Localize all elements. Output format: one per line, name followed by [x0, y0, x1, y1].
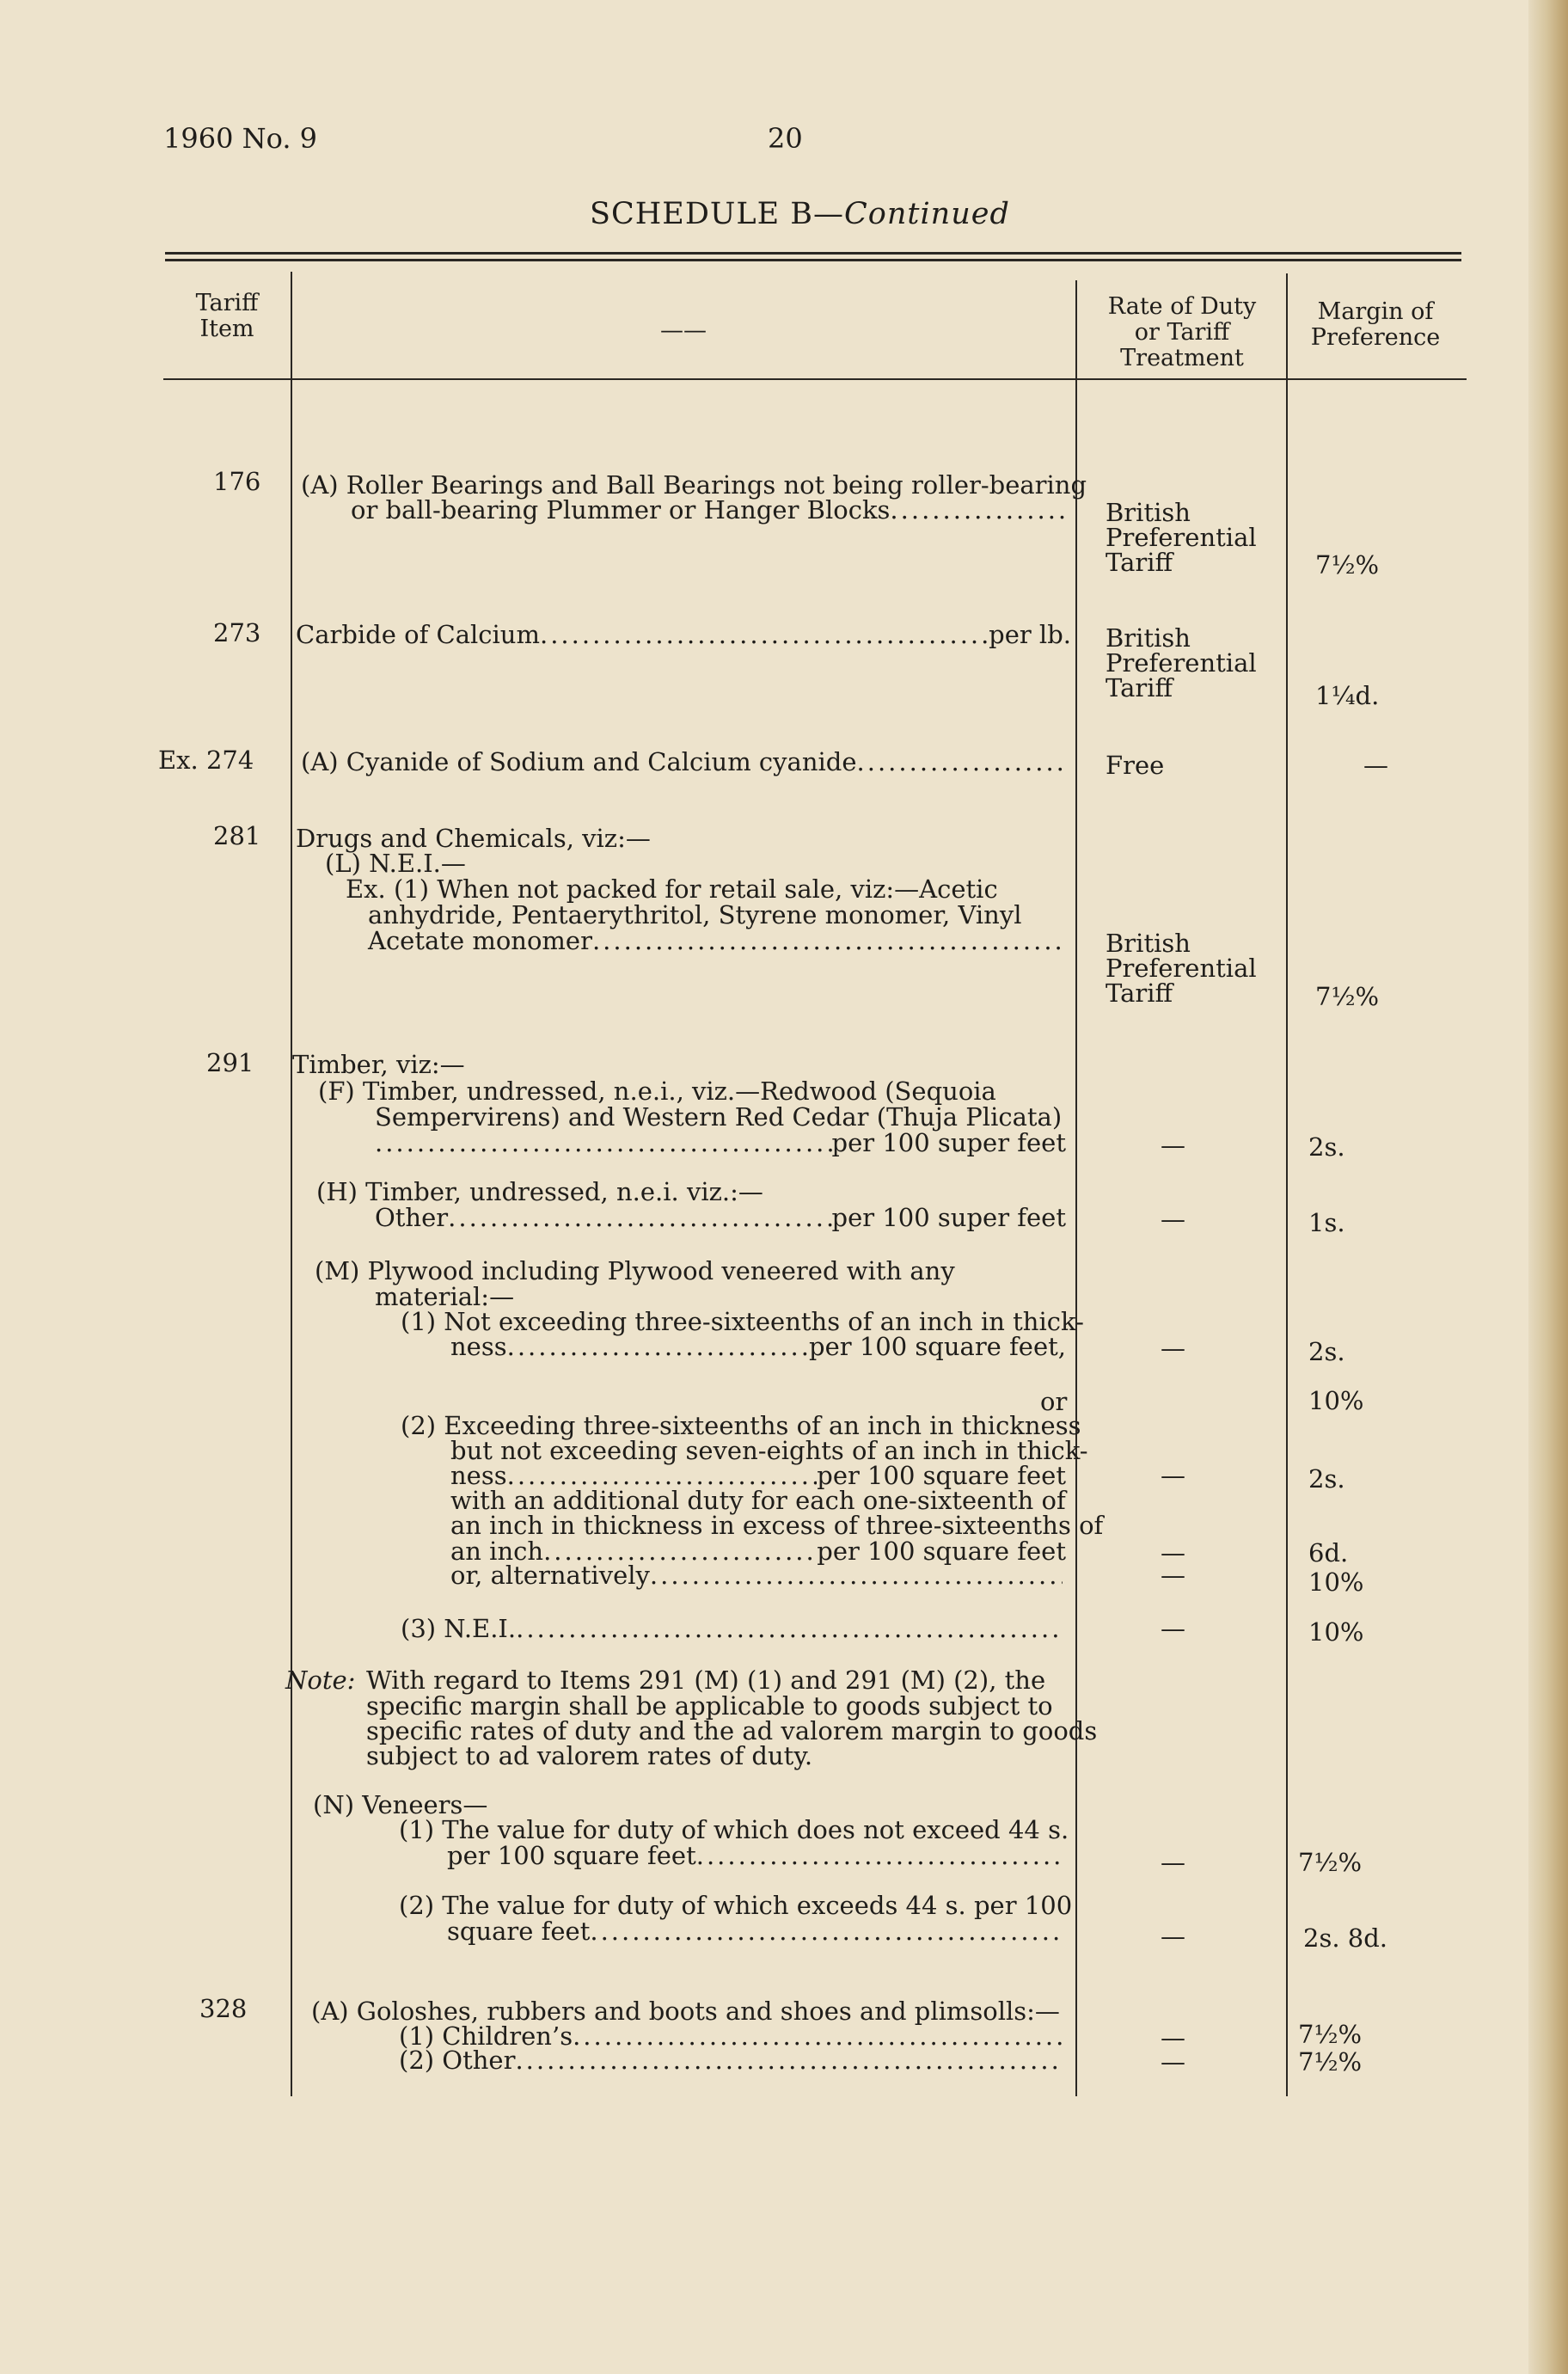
description-line: (A) Roller Bearings and Ball Bearings not being roller-bearing [301, 470, 1087, 500]
description-line: an inch in thickness in excess of three-sixteenths of [450, 1511, 1104, 1540]
rate-cell: British Preferential Tariff [1106, 929, 1257, 1008]
margin-cell: 2s. [1308, 1132, 1345, 1162]
description-line: material:— [375, 1282, 515, 1311]
col-header-margin: Margin of Preference [1310, 298, 1441, 351]
note-label: Note: [285, 1665, 356, 1695]
description-line: (2) Other ..... [399, 2048, 1063, 2073]
item-number: 273 [213, 618, 261, 647]
margin-cell: 2s. [1308, 1464, 1345, 1494]
description-line: Sempervirens) and Western Red Cedar (Thuja Plicata) [375, 1102, 1063, 1132]
margin-cell: 7½% [1315, 982, 1380, 1011]
description-line: (2) The value for duty of which exceeds 44 s. per 100 [399, 1891, 1073, 1920]
rate-cell: — [1161, 1205, 1185, 1234]
item-number: 328 [199, 1994, 248, 2023]
page-edge [1528, 0, 1568, 2374]
rate-cell: — [1161, 1538, 1185, 1567]
margin-cell: 1¼d. [1315, 681, 1380, 710]
margin-cell: 10% [1308, 1617, 1364, 1647]
description-line: Other ..... per 100 super feet [375, 1205, 1066, 1230]
description-line: per 100 square feet ..... [447, 1843, 1063, 1868]
rate-cell: — [1161, 2047, 1185, 2076]
description-line: (F) Timber, undressed, n.e.i., viz.—Redwood (Sequoia [318, 1077, 996, 1106]
item-number: 281 [213, 821, 261, 850]
item-number: Ex. 274 [158, 745, 254, 775]
rate-cell: — [1161, 2023, 1185, 2052]
margin-cell: 2s. [1308, 1337, 1345, 1366]
margin-cell: 10% [1308, 1567, 1364, 1597]
rate-cell: — [1161, 1614, 1185, 1643]
col-header-description: —— [660, 317, 707, 344]
page-title: SCHEDULE B—Continued [590, 197, 1010, 231]
top-rule-double [165, 259, 1461, 261]
page-number: 20 [768, 122, 803, 155]
description-line: (1) Children’s ..... [399, 2024, 1063, 2049]
description-line: ness ..... per 100 square feet [450, 1463, 1066, 1488]
divider-description [1075, 280, 1077, 2096]
rate-cell: British Preferential Tariff [1106, 623, 1257, 702]
description-line: (L) N.E.I.— [325, 849, 466, 878]
note-line: specific rates of duty and the ad valorem margin to goods [366, 1716, 1098, 1745]
description-line: (A) Goloshes, rubbers and boots and shoes and plimsolls:— [311, 1997, 1060, 2026]
rate-cell: Free [1106, 751, 1165, 780]
rate-cell: — [1161, 1848, 1185, 1877]
margin-cell: 10% [1308, 1386, 1364, 1415]
note-line: subject to ad valorem rates of duty. [366, 1741, 813, 1770]
margin-cell: 7½% [1315, 550, 1380, 580]
margin-cell: 7½% [1298, 2020, 1363, 2049]
description-line: Timber, viz:— [292, 1050, 465, 1079]
rate-cell: — [1161, 1461, 1185, 1490]
rate-cell: — [1161, 1922, 1185, 1951]
description-line: (1) The value for duty of which does not exceed 44 s. [399, 1815, 1069, 1844]
description-line: (M) Plywood including Plywood veneered with any [315, 1256, 955, 1285]
description-line: (N) Veneers— [313, 1790, 488, 1819]
margin-cell: 6d. [1308, 1538, 1349, 1567]
description-line: but not exceeding seven-eights of an inch in thick- [450, 1436, 1088, 1465]
description-line: with an additional duty for each one-sixteenth of [450, 1486, 1066, 1515]
description-line: Ex. (1) When not packed for retail sale, viz:—Acetic [346, 874, 998, 904]
description-line: Carbide of Calcium ..... per lb. [296, 623, 1071, 647]
rate-cell: British Preferential Tariff [1106, 498, 1257, 577]
note-line: specific margin shall be applicable to goods subject to [366, 1691, 1053, 1721]
description-line: ness ..... per 100 square feet, [450, 1334, 1066, 1359]
margin-cell: 7½% [1298, 1848, 1363, 1877]
rate-cell: — [1161, 1561, 1185, 1590]
description-line: ..... per 100 super feet [375, 1131, 1066, 1156]
divider-rate [1286, 273, 1288, 2096]
note-line: With regard to Items 291 (M) (1) and 291 (M) (2), the [366, 1665, 1046, 1695]
divider-item [291, 272, 292, 2096]
rate-cell: — [1161, 1334, 1185, 1363]
description-line: anhydride, Pentaerythritol, Styrene monomer, Vinyl [368, 900, 1022, 929]
description-line: Drugs and Chemicals, viz:— [296, 824, 651, 853]
year-number: 1960 No. 9 [163, 122, 318, 155]
description-line: (2) Exceeding three-sixteenths of an inch in thickness [401, 1411, 1081, 1440]
margin-cell: 2s. 8d. [1303, 1923, 1388, 1953]
margin-cell: 1s. [1308, 1208, 1345, 1237]
description-line: or ball-bearing Plummer or Hanger Blocks ..... [351, 498, 1066, 523]
description-line: or, alternatively ..... [450, 1563, 1063, 1588]
rate-cell: — [1161, 1131, 1185, 1160]
item-number: 291 [206, 1048, 254, 1077]
description-line: (1) Not exceeding three-sixteenths of an inch in thick- [401, 1307, 1084, 1336]
description-line: (3) N.E.I. ..... [401, 1616, 1063, 1641]
description-line: Acetate monomer ..... [368, 929, 1066, 954]
description-line: an inch ..... per 100 square feet [450, 1539, 1066, 1564]
header-rule [163, 378, 1467, 380]
item-number: 176 [213, 467, 261, 496]
description-line: (H) Timber, undressed, n.e.i. viz.:— [316, 1177, 763, 1206]
col-header-tariff-item: Tariff Item [195, 290, 259, 342]
top-rule [165, 252, 1461, 255]
margin-cell: — [1363, 751, 1388, 780]
description-line: (A) Cyanide of Sodium and Calcium cyanide ..... [301, 750, 1066, 775]
description-line: square feet ..... [447, 1919, 1063, 1944]
col-header-rate: Rate of Duty or Tariff Treatment [1107, 293, 1257, 371]
description-line: or [1040, 1387, 1068, 1416]
margin-cell: 7½% [1298, 2047, 1363, 2076]
